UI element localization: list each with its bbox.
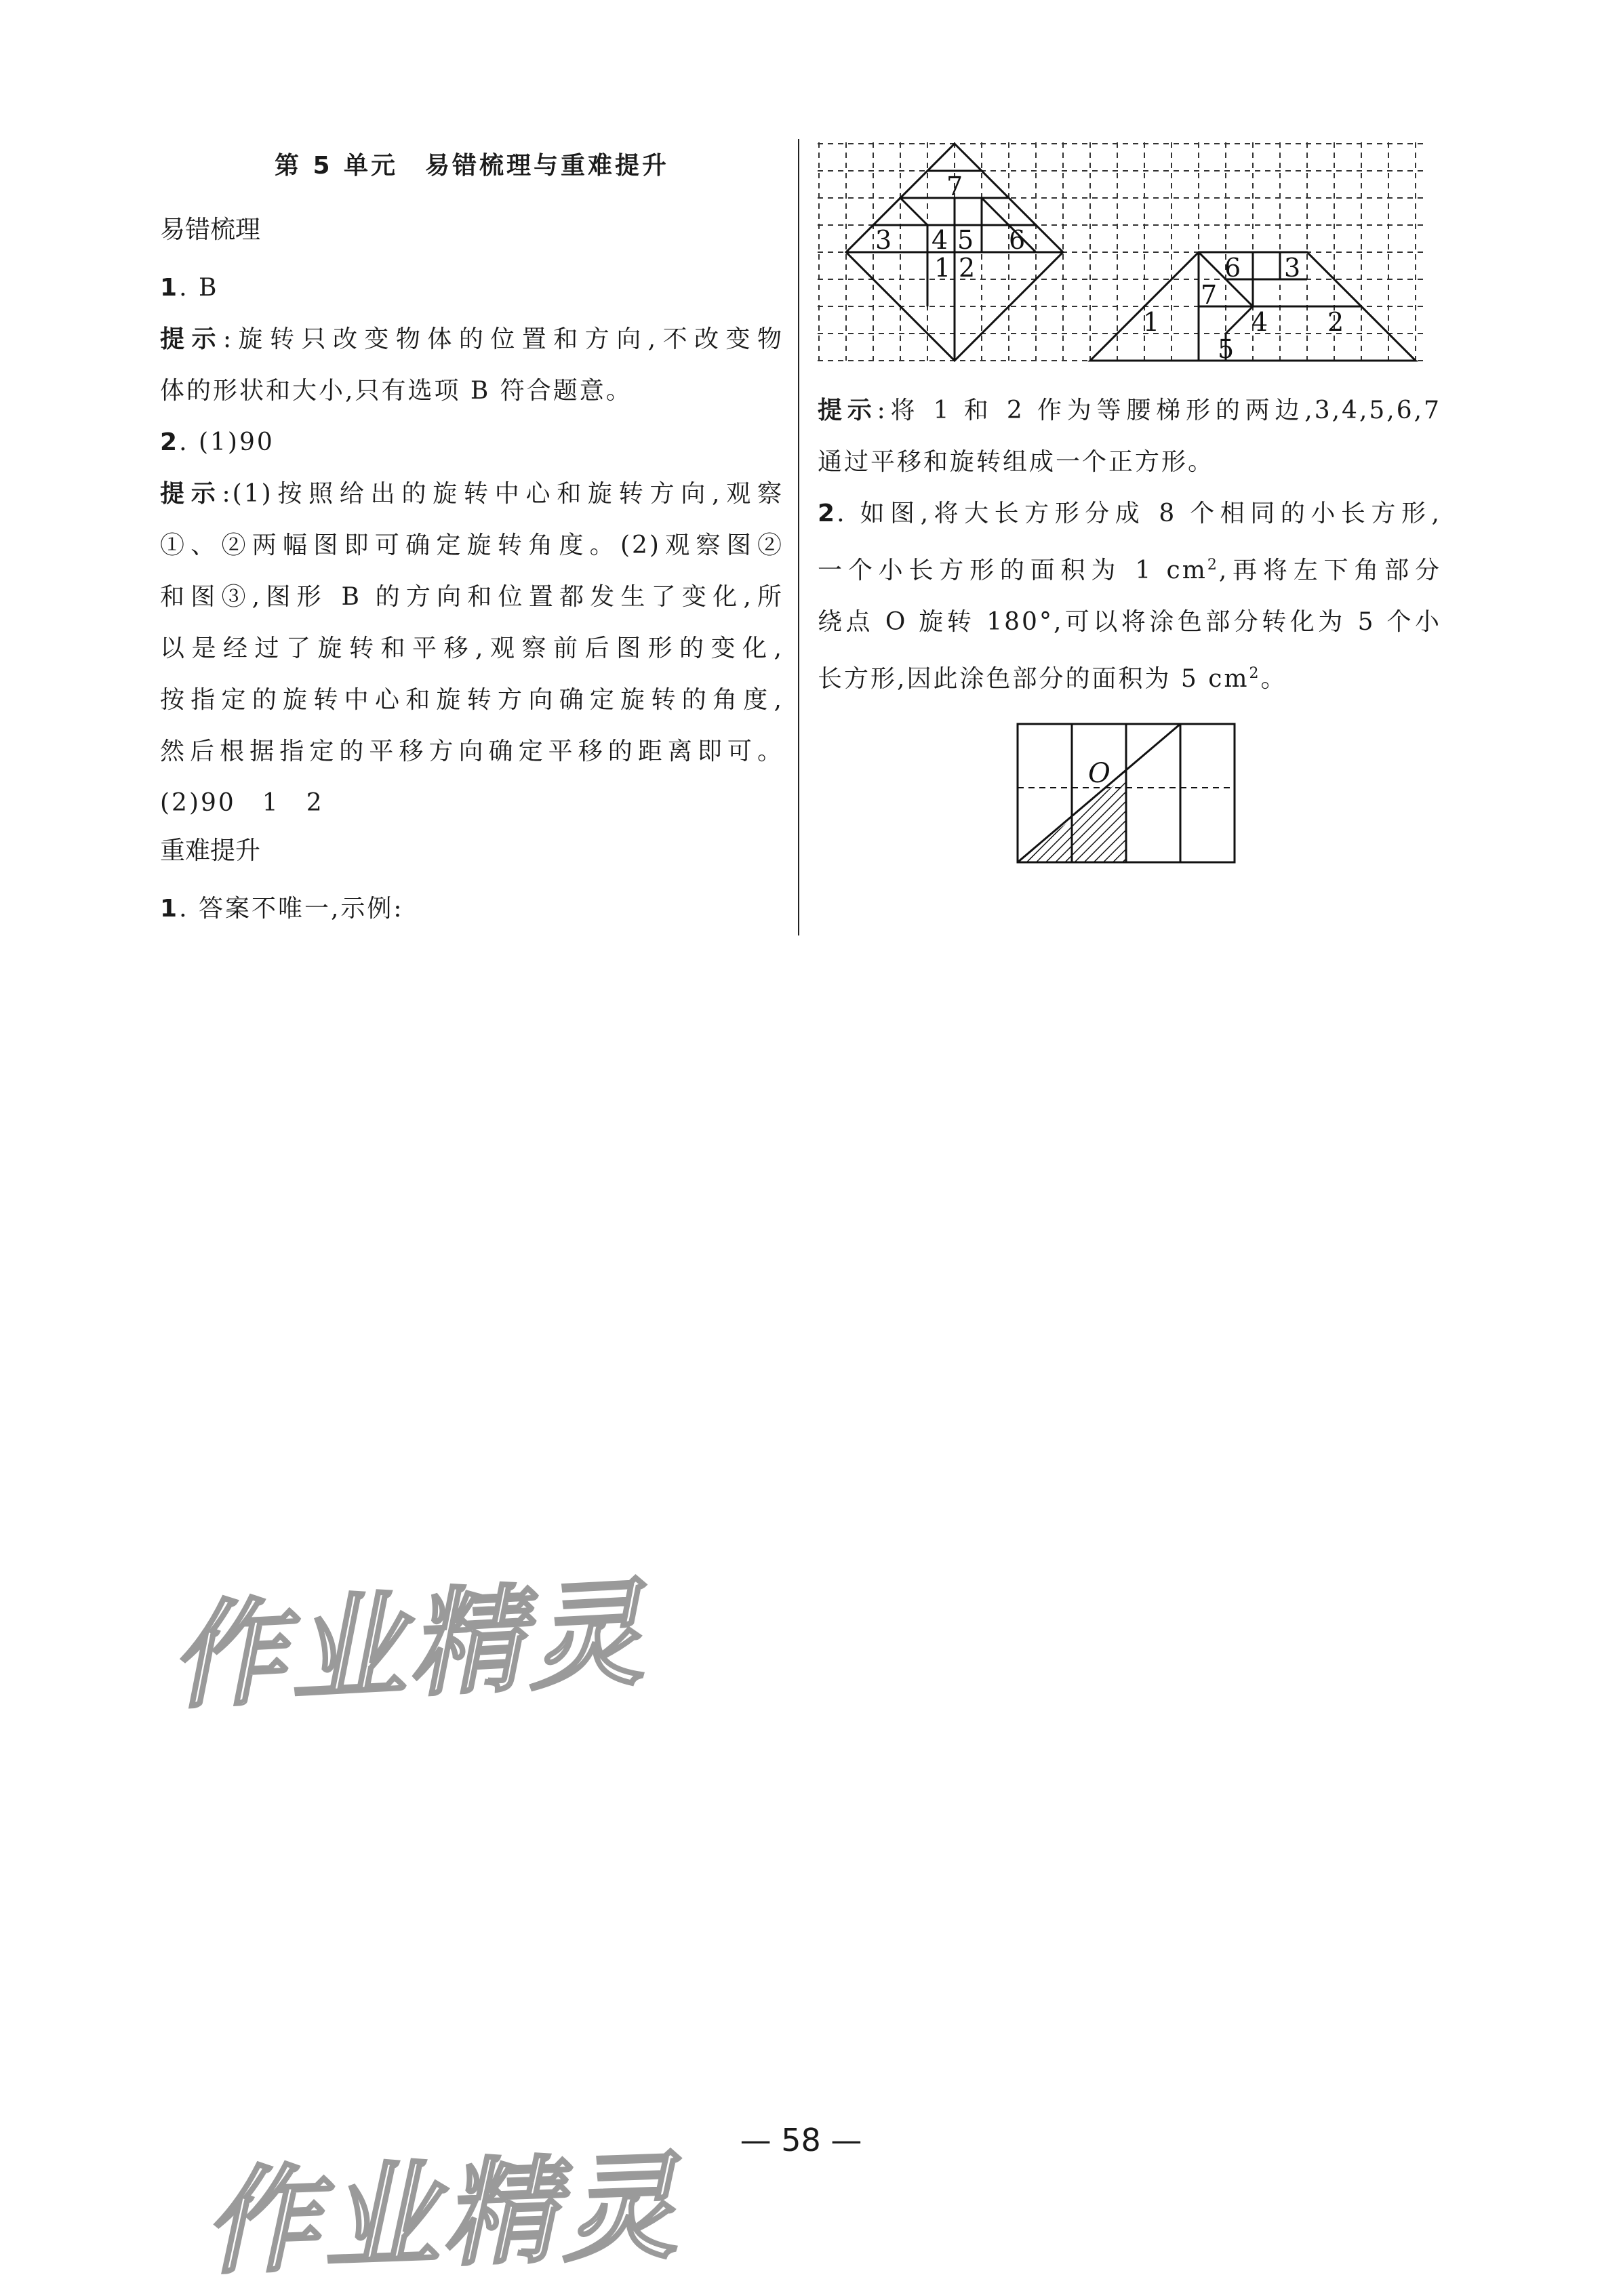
q2-hint-line-6: 然后根据指定的平移方向确定平移的距离即可。 xyxy=(160,738,784,765)
q2-right-number: 2 xyxy=(818,500,837,527)
q2-hint-line-2: ①、②两幅图即可确定旋转角度。(2)观察图② xyxy=(160,531,784,559)
q2-right-text: ,再将左下角部分 xyxy=(1218,557,1441,584)
label-6: 6 xyxy=(1009,225,1026,255)
superscript: 2 xyxy=(1207,557,1219,573)
q2-right-line-3: 绕点 O 旋转 180°,可以将涂色部分转化为 5 个小 xyxy=(818,608,1441,636)
left-square-labels xyxy=(875,172,1025,283)
q3-text: . 答案不唯一,示例: xyxy=(179,895,404,923)
label-4: 4 xyxy=(932,225,948,255)
q1-number: 1 xyxy=(160,274,180,302)
watermark-bottom: 作业精灵 xyxy=(201,2139,683,2291)
q2-number: 2 xyxy=(160,428,180,456)
q1-answer-line xyxy=(160,262,784,314)
hint-text: :(1)按照给出的旋转中心和旋转方向,观察 xyxy=(222,480,784,508)
right-trapezoid-labels xyxy=(1143,253,1344,364)
q2-right-text: 长方形,因此涂色部分的面积为 5 cm xyxy=(818,665,1249,693)
q2-right-text: . 如图,将大长方形分成 8 个相同的小长方形, xyxy=(837,500,1441,527)
q2-right-line-4 xyxy=(818,648,1441,705)
point-o-label: O xyxy=(1088,758,1110,789)
left-column xyxy=(160,136,784,935)
q1-answer: . B xyxy=(179,274,219,302)
q2-hint-line-4: 以是经过了旋转和平移,观察前后图形的变化, xyxy=(160,635,784,662)
watermark-top: 作业精灵 xyxy=(167,1566,651,1726)
label-1: 1 xyxy=(1143,307,1160,337)
label-7: 7 xyxy=(1201,280,1218,310)
label-2: 2 xyxy=(1327,307,1344,337)
q2-hint-line-5: 按指定的旋转中心和旋转方向确定旋转的角度, xyxy=(160,686,784,714)
q3-number: 1 xyxy=(160,895,180,923)
label-4: 4 xyxy=(1251,307,1268,337)
rectangle-figure xyxy=(1015,720,1245,869)
hint-text: :将 1 和 2 作为等腰梯形的两边,3,4,5,6,7 xyxy=(877,397,1441,424)
hint-label: 提示 xyxy=(160,480,222,508)
column-divider xyxy=(798,139,799,935)
q2-hint-line-3: 和图③,图形 B 的方向和位置都发生了变化,所 xyxy=(160,583,784,611)
superscript: 2 xyxy=(1249,665,1261,682)
hint-label: 提示 xyxy=(160,325,223,353)
label-3: 3 xyxy=(1284,253,1301,283)
tangram-grid-figure xyxy=(818,142,1435,373)
q2-answer: . (1)90 xyxy=(179,428,275,456)
hint-text: :旋转只改变物体的位置和方向,不改变物 xyxy=(222,325,784,353)
q2-right-text: 一个小长方形的面积为 1 cm xyxy=(818,557,1207,584)
q2-right-line-2 xyxy=(818,540,1441,597)
unit-title: 第 5 单元 易错梳理与重难提升 xyxy=(274,152,670,180)
q2-right-line-1 xyxy=(818,488,1441,540)
section-heading-errors: 易错梳理 xyxy=(160,215,260,244)
grid-hint-line-1 xyxy=(818,385,1441,437)
page-number: — 58 — xyxy=(740,2122,862,2158)
grid-hint-line-2: 通过平移和旋转组成一个正方形。 xyxy=(818,448,1215,476)
q3-line xyxy=(160,883,784,935)
label-5: 5 xyxy=(1218,334,1235,364)
label-7: 7 xyxy=(946,172,963,201)
label-3: 3 xyxy=(875,225,892,255)
label-2: 2 xyxy=(959,253,976,283)
right-hint-block xyxy=(818,385,1441,705)
label-5: 5 xyxy=(957,225,974,255)
q2-right-text: 。 xyxy=(1260,665,1287,693)
label-1: 1 xyxy=(934,253,951,283)
q1-hint-line-1 xyxy=(160,314,784,365)
q1-hint-line-2: 体的形状和大小,只有选项 B 符合题意。 xyxy=(160,377,633,405)
q2-answer-line xyxy=(160,417,784,468)
hint-label: 提示 xyxy=(818,397,877,424)
q2-part2-answer: (2)90 1 2 xyxy=(160,789,324,817)
label-6: 6 xyxy=(1224,253,1241,283)
section-heading-advanced: 重难提升 xyxy=(160,836,260,865)
q2-hint-line-1 xyxy=(160,468,784,520)
